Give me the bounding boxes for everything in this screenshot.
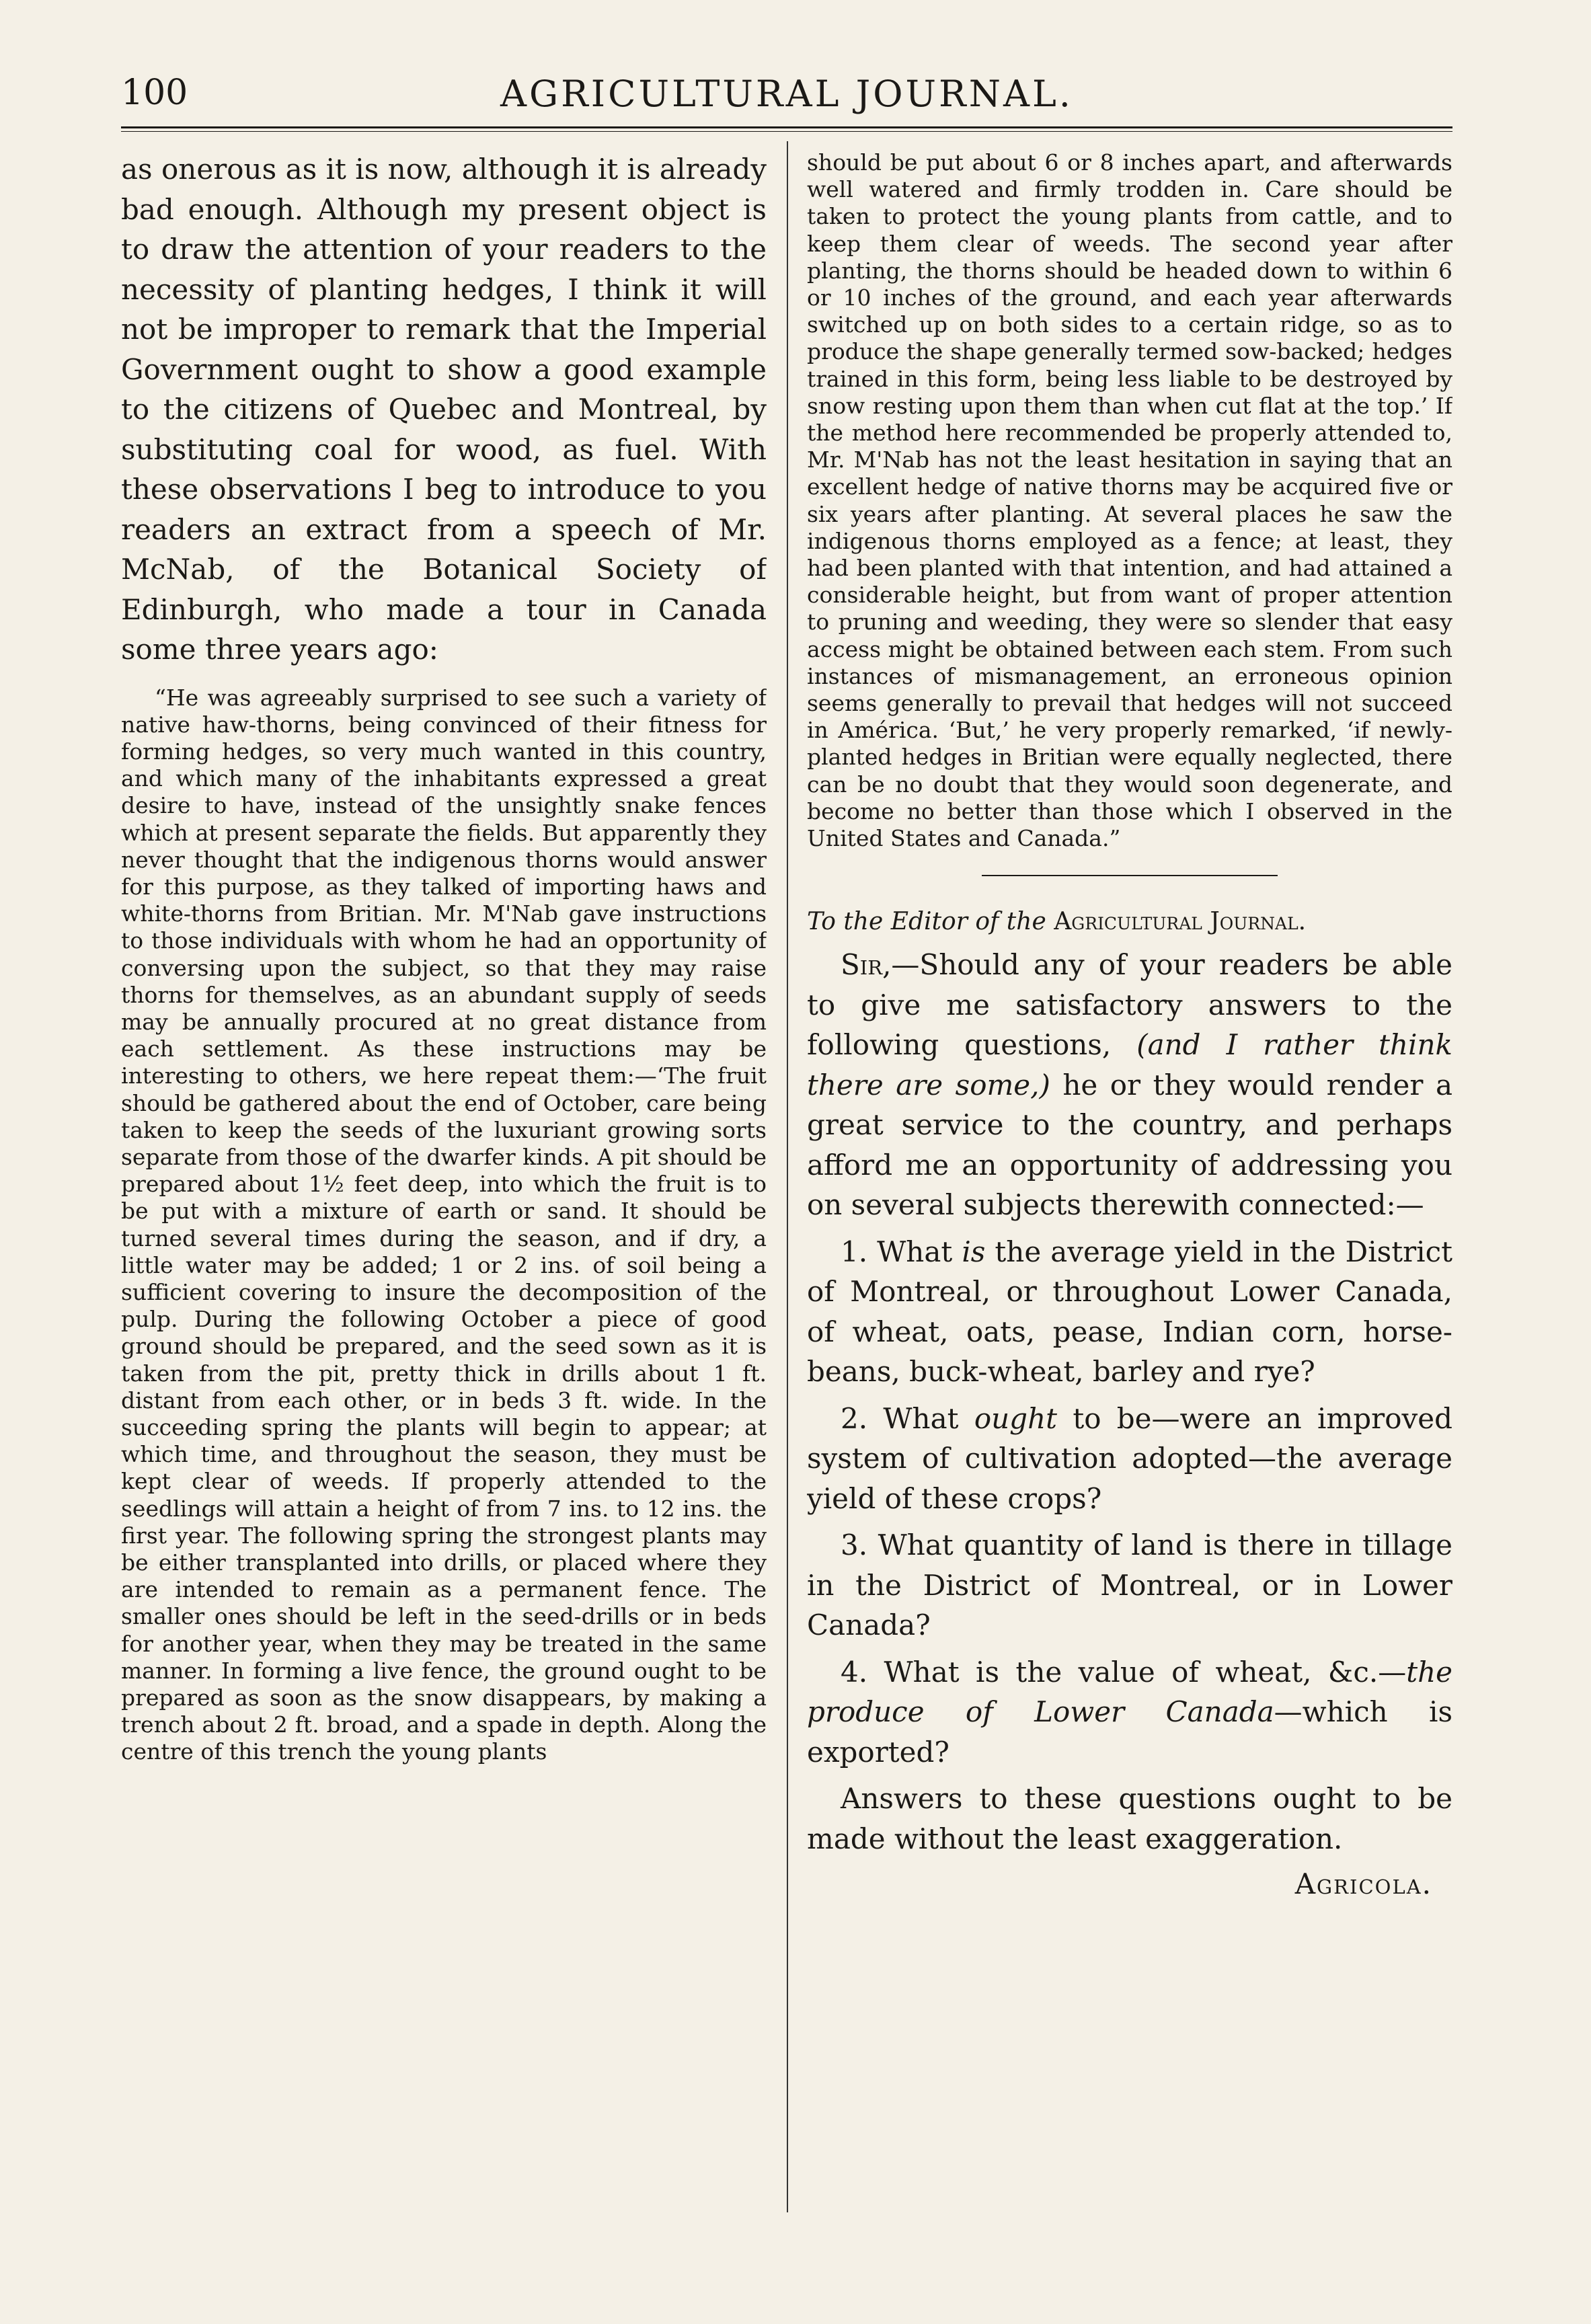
- intro-paragraph: as onerous as it is now, although it is already bad enough. Although my present object is to draw the attention of your readers to the necessity of planting hedges, I think it will not be improper to remark that the Imperial Government ought to show a good example to the citizens of Quebec and Montreal, by substituting coal for wood, as fuel. With these observations I beg to introduce to you readers an extract from a speech of Mr. McNab, of the Botanical Society of Edinburgh, who made a tour in Canada some three years ago:: [121, 153, 767, 666]
- letter-heading-journal: Agricultural Journal.: [1054, 908, 1307, 936]
- column-divider: [787, 141, 788, 2212]
- quote-continued: should be put about 6 or 8 inches apart, and afterwards well watered and firmly trodden in. Care should be taken to protect the young plants from cattle, and to keep them clear of weeds. The second year after planting, the thorns should be headed down to within 6 or 10 inches of the ground, and each year afterwards switched up on both sides to a certain ridge, so as to produce the shape generally termed sow-backed; hedges trained in this form, being less liable to be destroyed by snow resting upon them than when cut flat at the top.’ If the method here recommended be properly attended to, Mr. M'Nab has not the least hesitation in saying that an excellent hedge of native thorns may be acquired five or six years after planting. At several places he saw the indigenous thorns employed as a fence; at least, they had been planted with that intention, and had attained a considerable height, but from want of proper attention to pruning and weeding, they were so slender that easy access might be obtained between each stem. From such instances of mismanagement, an erroneous opinion seems generally to prevail that hedges will not succeed in América. ‘But,’ he very properly remarked, ‘if newly-planted hedges in Britian were equally neglected, there can be no doubt that they would soon degenerate, and become no better than those which I observed in the United States and Canada.”: [807, 149, 1452, 852]
- salutation: Sir,: [841, 948, 892, 982]
- question-2: [807, 1399, 1452, 1519]
- letter-heading-prefix: To the Editor of the: [807, 908, 1046, 936]
- letter-intro: [807, 945, 1452, 1225]
- question-2-italic: ought: [974, 1401, 1057, 1435]
- signature: Agricola.: [1294, 1867, 1432, 1901]
- question-2-end: to be—were an improved system of cultivation adopted—the average yield of these crops?: [807, 1401, 1452, 1515]
- question-4-italic: the produce of Lower Canada: [807, 1655, 1452, 1729]
- question-3: 3. What quantity of land is there in tillage in the District of Montreal, or in Lower Canada?: [807, 1528, 1452, 1642]
- question-4-end: —which is exported?: [807, 1695, 1452, 1769]
- question-4-start: 4. What is the value of wheat, &c.—: [841, 1655, 1407, 1689]
- header-rule: [121, 126, 1452, 132]
- letter-heading: [807, 903, 1452, 941]
- page-number: 100: [121, 73, 188, 113]
- left-column: [121, 149, 767, 2220]
- journal-title: AGRICULTURAL JOURNAL.: [500, 73, 1073, 115]
- section-separator: [982, 875, 1278, 876]
- letter-intro-end: he or they would render a great service to the country, and perhaps afford me an opportunity of addressing you on several subjects therewith connected:—: [807, 1068, 1452, 1222]
- question-2-start: 2. What: [841, 1401, 974, 1435]
- right-column: [807, 149, 1452, 2220]
- question-1-end: the average yield in the District of Montreal, or throughout Lower Canada, of wheat, oats, pease, Indian corn, horse-beans, buck-wheat, barley and rye?: [807, 1235, 1452, 1389]
- question-4: [807, 1652, 1452, 1773]
- question-1-italic: is: [962, 1235, 986, 1268]
- closing-paragraph: Answers to these questions ought to be made without the least exaggeration.: [807, 1782, 1452, 1855]
- question-1: [807, 1232, 1452, 1392]
- question-1-start: 1. What: [841, 1235, 962, 1268]
- letter-intro-italic: (and I rather think there are some,): [807, 1028, 1452, 1101]
- quote-paragraph: “He was agreeably surprised to see such a variety of native haw-thorns, being convinced of their fitness for forming hedges, so very much wanted in this country, and which many of the inhabitants expressed a great desire to have, instead of the unsightly snake fences which at present separate the fields. But apparently they never thought that the indigenous thorns would answer for this purpose, as they talked of importing haws and white-thorns from Britian. Mr. M'Nab gave instructions to those individuals with whom he had an opportunity of conversing upon the subject, so that they may raise thorns for themselves, as an abundant supply of seeds may be annually procured at no great distance from each settlement. As these instructions may be interesting to others, we here repeat them:—‘The fruit should be gathered about the end of October, care being taken to keep the seeds of the luxuriant growing sorts separate from those of the dwarfer kinds. A pit should be prepared about 1½ feet deep, into which the fruit is to be put with a mixture of earth or sand. It should be turned several times during the season, and if dry, a little water may be added; 1 or 2 ins. of soil being a sufficient covering to insure the decomposition of the pulp. During the following October a piece of good ground should be prepared, and the seed sown as it is taken from the pit, pretty thick in drills about 1 ft. distant from each other, or in beds 3 ft. wide. In the succeeding spring the plants will begin to appear; at which time, and throughout the season, they must be kept clear of weeds. If properly attended to the seedlings will attain a height of from 7 ins. to 12 ins. the first year. The following spring the strongest plants may be either transplanted into drills, or placed where they are intended to remain as a permanent fence. The smaller ones should be left in the seed-drills or in beds for another year, when they may be treated in the same manner. In forming a live fence, the ground ought to be prepared as soon as the snow disappears, by making a trench about 2 ft. broad, and a spade in depth. Along the centre of this trench the young plants: [121, 684, 767, 1765]
- letter-intro-body: —Should any of your readers be able to give me satisfactory answers to the following questions,: [807, 948, 1452, 1062]
- page-header: [121, 73, 1452, 133]
